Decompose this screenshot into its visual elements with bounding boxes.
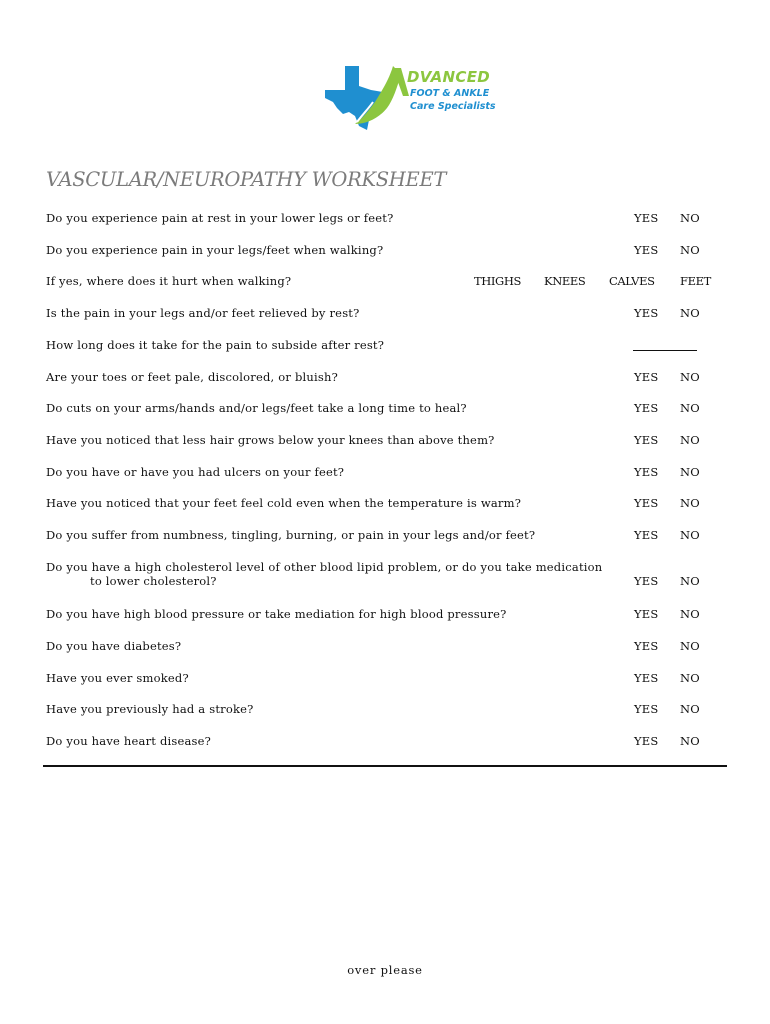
- no-option[interactable]: NO: [680, 528, 700, 542]
- question-text: Have you noticed that less hair grows below your knees than above them?: [46, 433, 495, 447]
- question-row: [0, 338, 770, 360]
- yes-option[interactable]: YES: [634, 671, 659, 685]
- location-option-feet[interactable]: FEET: [680, 274, 711, 288]
- no-option[interactable]: NO: [680, 370, 700, 384]
- question-row: [0, 211, 770, 233]
- yes-option[interactable]: YES: [634, 496, 659, 510]
- question-text: How long does it take for the pain to subside after rest?: [46, 338, 385, 352]
- question-text: Are your toes or feet pale, discolored, or bluish?: [46, 370, 338, 384]
- question-row: [0, 370, 770, 392]
- question-row: [0, 560, 770, 596]
- question-text: Do you have diabetes?: [46, 639, 182, 653]
- question-text: Do you have a high cholesterol level of other blood lipid problem, or do you take medication: [46, 560, 603, 574]
- question-text: Do you experience pain in your legs/feet when walking?: [46, 243, 384, 257]
- yes-option[interactable]: YES: [634, 574, 659, 588]
- footer-note: over please: [347, 963, 423, 977]
- question-text: Have you previously had a stroke?: [46, 702, 254, 716]
- yes-option[interactable]: YES: [634, 465, 659, 479]
- question-row: [0, 274, 770, 296]
- question-text: Have you ever smoked?: [46, 671, 189, 685]
- yes-option[interactable]: YES: [634, 401, 659, 415]
- question-row: [0, 433, 770, 455]
- yes-option[interactable]: YES: [634, 370, 659, 384]
- section-divider: [43, 765, 727, 767]
- answer-blank-line[interactable]: [633, 338, 697, 351]
- logo-word-advanced: DVANCED: [407, 68, 491, 86]
- question-row: [0, 496, 770, 518]
- question-row: [0, 607, 770, 629]
- yes-option[interactable]: YES: [634, 607, 659, 621]
- yes-option[interactable]: YES: [634, 702, 659, 716]
- question-row: [0, 401, 770, 423]
- no-option[interactable]: NO: [680, 607, 700, 621]
- question-text: Do you experience pain at rest in your lower legs or feet?: [46, 211, 394, 225]
- no-option[interactable]: NO: [680, 574, 700, 588]
- question-text-continuation: to lower cholesterol?: [90, 574, 217, 588]
- location-option-thighs[interactable]: THIGHS: [474, 274, 521, 288]
- no-option[interactable]: NO: [680, 496, 700, 510]
- page-title: VASCULAR/NEUROPATHY WORKSHEET: [46, 168, 447, 191]
- question-row: [0, 528, 770, 550]
- no-option[interactable]: NO: [680, 211, 700, 225]
- no-option[interactable]: NO: [680, 734, 700, 748]
- no-option[interactable]: NO: [680, 702, 700, 716]
- yes-option[interactable]: YES: [634, 306, 659, 320]
- location-option-calves[interactable]: CALVES: [609, 274, 655, 288]
- yes-option[interactable]: YES: [634, 528, 659, 542]
- question-row: [0, 671, 770, 693]
- question-text: Do you have high blood pressure or take mediation for high blood pressure?: [46, 607, 507, 621]
- question-text: Do cuts on your arms/hands and/or legs/feet take a long time to heal?: [46, 401, 467, 415]
- question-row: [0, 734, 770, 756]
- question-row: [0, 465, 770, 487]
- question-text: Is the pain in your legs and/or feet relieved by rest?: [46, 306, 360, 320]
- yes-option[interactable]: YES: [634, 639, 659, 653]
- question-text: Do you have heart disease?: [46, 734, 212, 748]
- no-option[interactable]: NO: [680, 433, 700, 447]
- question-text: Do you suffer from numbness, tingling, burning, or pain in your legs and/or feet?: [46, 528, 536, 542]
- question-row: [0, 639, 770, 661]
- no-option[interactable]: NO: [680, 306, 700, 320]
- logo-word-care-specialists: Care Specialists: [410, 101, 496, 112]
- yes-option[interactable]: YES: [634, 211, 659, 225]
- location-option-knees[interactable]: KNEES: [544, 274, 586, 288]
- company-logo: [323, 62, 498, 134]
- question-row: [0, 306, 770, 328]
- yes-option[interactable]: YES: [634, 243, 659, 257]
- logo-word-foot-ankle: FOOT & ANKLE: [410, 88, 490, 99]
- no-option[interactable]: NO: [680, 639, 700, 653]
- question-text: If yes, where does it hurt when walking?: [46, 274, 292, 288]
- question-text: Have you noticed that your feet feel cold even when the temperature is warm?: [46, 496, 522, 510]
- no-option[interactable]: NO: [680, 243, 700, 257]
- yes-option[interactable]: YES: [634, 734, 659, 748]
- yes-option[interactable]: YES: [634, 433, 659, 447]
- no-option[interactable]: NO: [680, 465, 700, 479]
- question-row: [0, 243, 770, 265]
- no-option[interactable]: NO: [680, 401, 700, 415]
- no-option[interactable]: NO: [680, 671, 700, 685]
- question-text: Do you have or have you had ulcers on your feet?: [46, 465, 345, 479]
- question-row: [0, 702, 770, 724]
